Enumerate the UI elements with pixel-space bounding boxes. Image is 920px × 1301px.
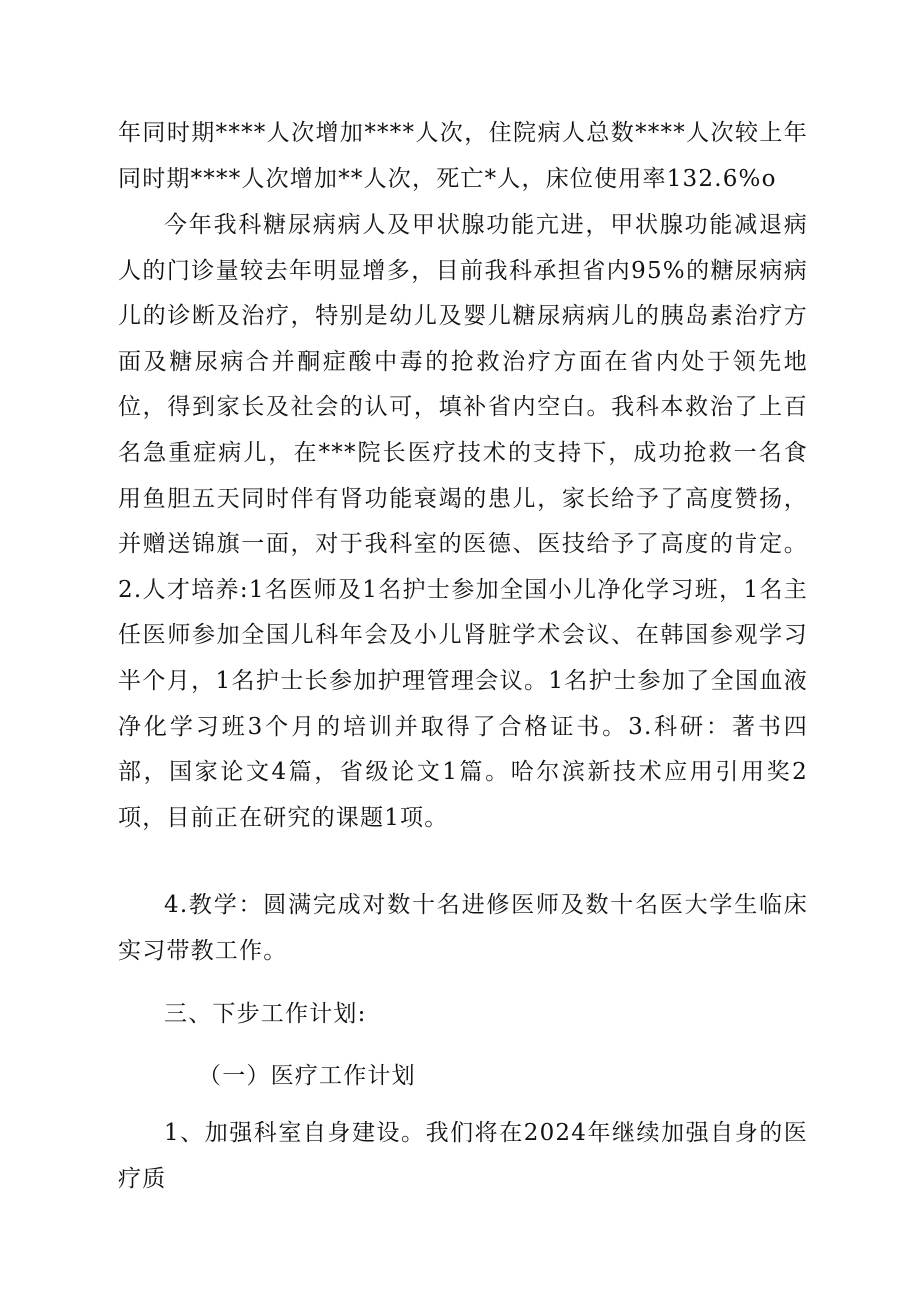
paragraph-teaching: 4.教学：圆满完成对数十名进修医师及数十名医大学生临床实习带教工作。: [118, 892, 808, 964]
paragraph-plan-item-1: 1、加强科室自身建设。我们将在2024年继续加强自身的医疗质: [118, 1120, 808, 1192]
section-heading-next-plan: 三、下步工作计划:: [164, 1001, 367, 1027]
paragraph-clinical-achievements: 今年我科糖尿病病人及甲状腺功能亢进，甲状腺功能减退病人的门诊量较去年明显增多，目前我科承担省内95%的糖尿病病儿的诊断及治疗，特别是幼儿及婴儿糖尿病病儿的胰岛素治疗方面及糖尿病合并酮症酸中毒的抢救治疗方面在省内处于领先地位，得到家长及社会的认可，填补省内空白。我科本救治了上百名急重症病儿，在***院长医疗技术的支持下，成功抢救一名食用鱼胆五天同时伴有肾功能衰竭的患儿，家长给予了高度赞扬，并赠送锦旗一面，对于我科室的医德、医技给予了高度的肯定。2.人才培养:1名医师及1名护士参加全国小儿净化学习班，1名主任医师参加全国儿科年会及小儿肾脏学术会议、在韩国参观学习半个月，1名护士长参加护理管理会议。1名护士参加了全国血液净化学习班3个月的培训并取得了合格证书。3.科研：著书四部，国家论文4篇，省级论文1篇。哈尔滨新技术应用引用奖2项，目前正在研究的课题1项。: [118, 212, 808, 831]
subsection-heading-medical-plan: （一）医疗工作计划: [198, 1063, 416, 1089]
paragraph-inpatient-stats: 年同时期****人次增加****人次，住院病人总数****人次较上年同时期****人次增加**人次，死亡*人，床位使用率132.6%o: [118, 120, 808, 192]
